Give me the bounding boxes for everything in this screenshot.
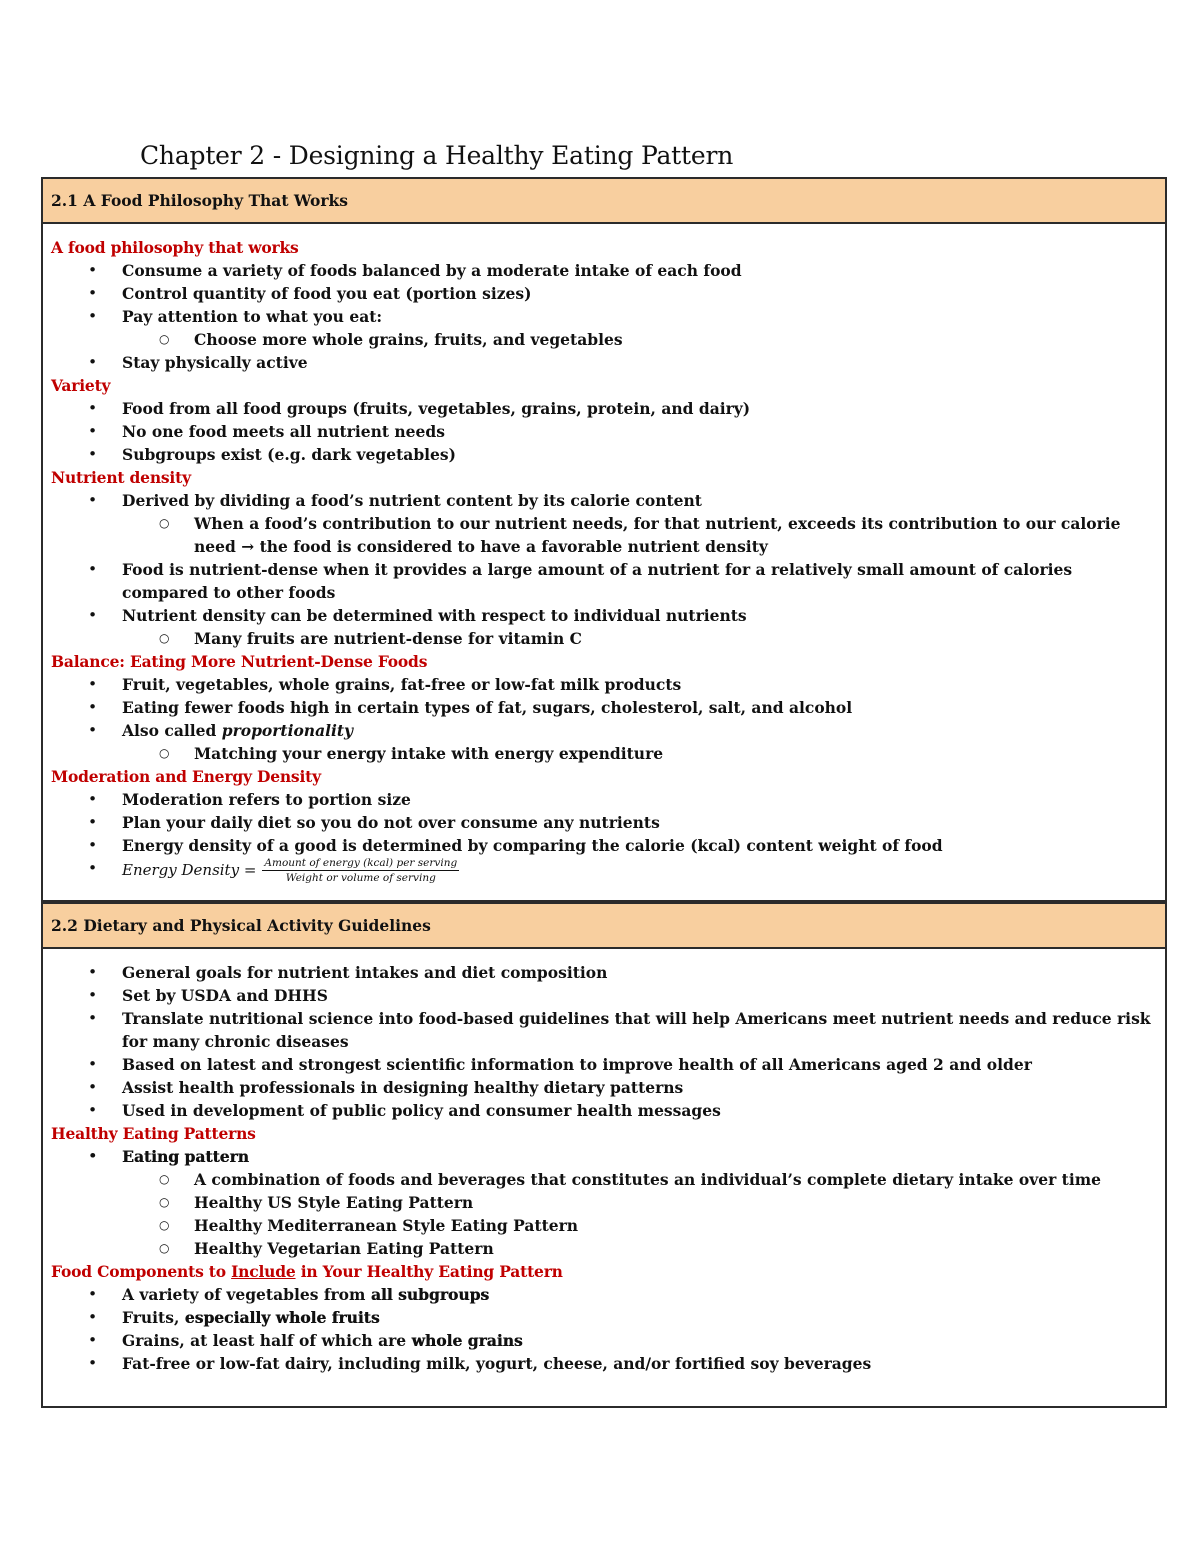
sub-list-item: ○ Healthy Mediterranean Style Eating Pattern — [51, 1214, 1157, 1237]
list-item: • Nutrient density can be determined with respect to individual nutrients — [51, 604, 1157, 627]
list-item: • No one food meets all nutrient needs — [51, 420, 1157, 443]
list-item: • Stay physically active — [51, 351, 1157, 374]
guidelines-list — [51, 961, 1157, 1122]
formula-numerator: Amount of energy (kcal) per serving — [264, 857, 458, 869]
subheading-part: Food Components to — [51, 1262, 232, 1281]
subheading-nutrient-density: Nutrient density — [51, 468, 191, 487]
list-item — [51, 1306, 1157, 1329]
list-item: • General goals for nutrient intakes and diet composition — [51, 961, 1157, 984]
list-item — [51, 719, 1157, 742]
sub-list-item: ○ A combination of foods and beverages that constitutes an individual’s complete dietary intake over time — [51, 1168, 1157, 1191]
subheading-variety: Variety — [51, 376, 111, 395]
list-item: • Derived by dividing a food’s nutrient content by its calorie content — [51, 489, 1157, 512]
subheading-moderation: Moderation and Energy Density — [51, 767, 321, 786]
sub-list-item: ○ Healthy Vegetarian Eating Pattern — [51, 1237, 1157, 1260]
section-2-1-content — [43, 224, 1165, 884]
list-item: • Used in development of public policy and consumer health messages — [51, 1099, 1157, 1122]
moderation-list — [51, 788, 1157, 884]
section-2-1-box — [41, 177, 1167, 902]
sub-list-item: ○ Choose more whole grains, fruits, and vegetables — [51, 328, 1157, 351]
sub-list-item: ○ When a food’s contribution to our nutrient needs, for that nutrient, exceeds its contribution to our calorie need → the food is considered to have a favorable nutrient density — [51, 512, 1157, 558]
section-2-2-content — [43, 949, 1165, 1375]
balance-list — [51, 673, 1157, 765]
subheading-healthy-eating-patterns: Healthy Eating Patterns — [51, 1124, 256, 1143]
list-item: • Eating pattern — [51, 1145, 1157, 1168]
item-emphasis: all subgroups — [370, 1285, 490, 1304]
item-text: Grains, at least half of which are — [122, 1331, 412, 1350]
item-emphasis: especially whole fruits — [184, 1308, 380, 1327]
list-item: • Food from all food groups (fruits, vegetables, grains, protein, and dairy) — [51, 397, 1157, 420]
list-item: • Assist health professionals in designing healthy dietary patterns — [51, 1076, 1157, 1099]
page-title: Chapter 2 - Designing a Healthy Eating Pattern — [140, 141, 734, 170]
list-item — [51, 1283, 1157, 1306]
list-item: • Subgroups exist (e.g. dark vegetables) — [51, 443, 1157, 466]
eating-patterns-list — [51, 1145, 1157, 1260]
list-item: • Food is nutrient-dense when it provides a large amount of a nutrient for a relatively small amount of calories compared to other foods — [51, 558, 1157, 604]
item-text: Fruits, — [122, 1308, 185, 1327]
subheading-underlined: Include — [231, 1262, 296, 1281]
subheading-food-philosophy: A food philosophy that works — [51, 238, 299, 257]
list-item: • Plan your daily diet so you do not over consume any nutrients — [51, 811, 1157, 834]
section-2-2-heading: 2.2 Dietary and Physical Activity Guidelines — [43, 902, 1165, 949]
sub-list-item: ○ Healthy US Style Eating Pattern — [51, 1191, 1157, 1214]
list-item: • Consume a variety of foods balanced by a moderate intake of each food — [51, 259, 1157, 282]
list-item: • Translate nutritional science into food-based guidelines that will help Americans meet nutrient needs and reduce risk for many chronic diseases — [51, 1007, 1157, 1053]
section-2-1-heading: 2.1 A Food Philosophy That Works — [43, 179, 1165, 224]
subheading-part: in Your Healthy Eating Pattern — [295, 1262, 563, 1281]
energy-density-formula — [51, 857, 1157, 884]
proportionality-term: proportionality — [221, 721, 354, 740]
variety-list — [51, 397, 1157, 466]
list-item: • Moderation refers to portion size — [51, 788, 1157, 811]
item-emphasis: whole grains — [411, 1331, 523, 1350]
food-philosophy-list — [51, 259, 1157, 374]
list-item: • Eating fewer foods high in certain types of fat, sugars, cholesterol, salt, and alcohol — [51, 696, 1157, 719]
subheading-balance: Balance: Eating More Nutrient-Dense Foods — [51, 652, 428, 671]
formula-lhs: • Energy Density = — [122, 861, 257, 879]
list-item: • Fat-free or low-fat dairy, including milk, yogurt, cheese, and/or fortified soy beverages — [51, 1352, 1157, 1375]
list-item: • Based on latest and strongest scientific information to improve health of all Americans aged 2 and older — [51, 1053, 1157, 1076]
list-item: • Energy density of a good is determined by comparing the calorie (kcal) content weight of food — [51, 834, 1157, 857]
list-item: • Control quantity of food you eat (portion sizes) — [51, 282, 1157, 305]
formula-fraction — [262, 857, 459, 884]
sub-list-item: ○ Many fruits are nutrient-dense for vitamin C — [51, 627, 1157, 650]
section-2-2-box — [41, 902, 1167, 1408]
formula-denominator: Weight or volume of serving — [285, 872, 436, 884]
list-item: • Set by USDA and DHHS — [51, 984, 1157, 1007]
proportionality-prefix: Also called — [122, 721, 222, 740]
nutrient-density-list — [51, 489, 1157, 650]
sub-list-item: ○ Matching your energy intake with energy expenditure — [51, 742, 1157, 765]
list-item: • Fruit, vegetables, whole grains, fat-free or low-fat milk products — [51, 673, 1157, 696]
subheading-food-components — [51, 1260, 1157, 1283]
item-text: A variety of vegetables from — [122, 1285, 371, 1304]
list-item — [51, 1329, 1157, 1352]
food-components-list — [51, 1283, 1157, 1375]
list-item: • Pay attention to what you eat: — [51, 305, 1157, 328]
